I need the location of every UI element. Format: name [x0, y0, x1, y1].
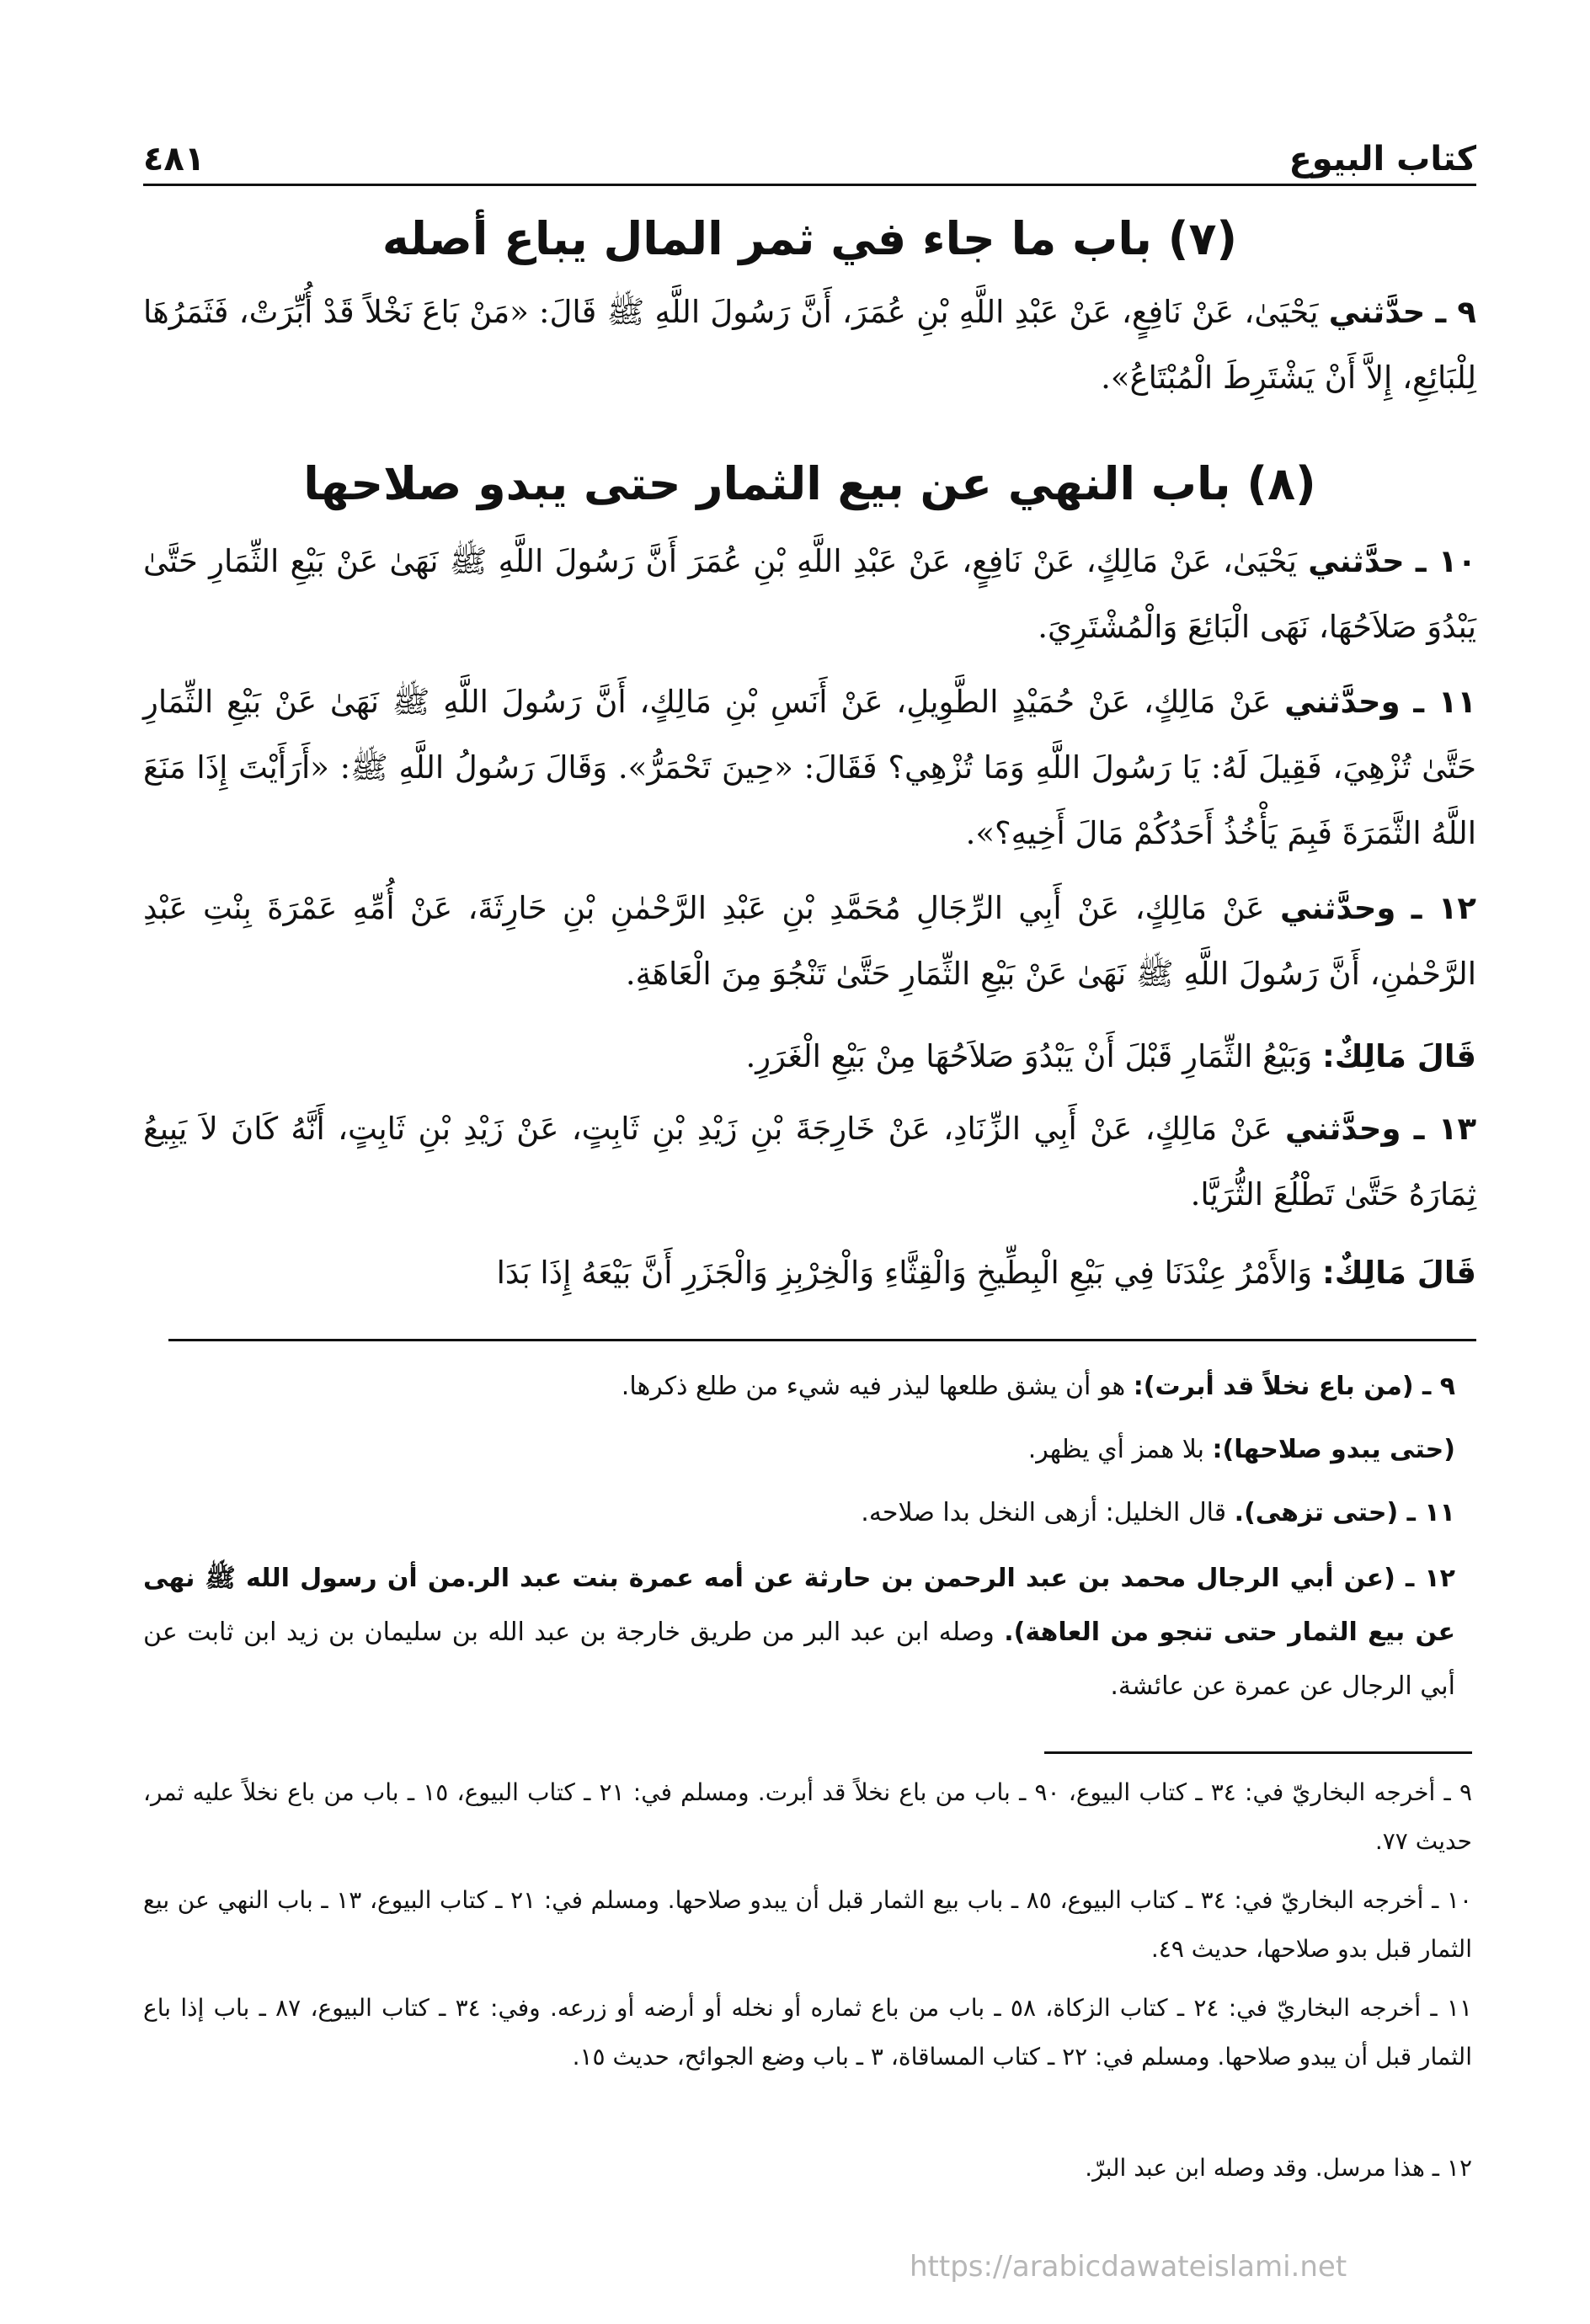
footnote-11: ١١ ـ أخرجه البخاريّ في: ٢٤ ـ كتاب الزكاة، ٥٨ ـ باب من باع ثماره أو نخله أو أرضه أو زرعه. وفي: ٣٤ ـ كتاب البيوع، ٨٧ ـ باب إذا باع الثمار قبل أن يبدو صلاحها. ومسلم في: ٢٢ ـ كتاب المساقاة، ٣ ـ باب وضع الجوائح، حديث ١٥. [143, 1994, 1472, 2071]
hadith-number: ٩ ـ [1435, 294, 1477, 330]
note-text: بلا همز أي يظهر. [1027, 1435, 1204, 1464]
page-number: ٤٨١ [143, 140, 205, 179]
hadith-text: يَحْيَىٰ، عَنْ نَافِعٍ، عَنْ عَبْدِ اللَّهِ بْنِ عُمَرَ، أَنَّ رَسُولَ اللَّهِ ﷺ قَالَ: «مَنْ بَاعَ نَخْلاً قَدْ أُبِّرَتْ، فَثَمَرُهَا لِلْبَائِعِ، إِلاَّ أَنْ يَشْتَرِطَ الْمُبْتَاعُ». [143, 294, 1476, 396]
hadith-11 [143, 669, 1476, 866]
hadith-12 [143, 876, 1476, 1007]
hadith-lead: وحدَّثني [1285, 1111, 1401, 1147]
hadith-lead: وحدَّثني [1284, 684, 1401, 720]
footnotes-divider [1044, 1751, 1472, 1754]
note-term: ١٢ ـ (عن أبي الرجال محمد بن عبد الرحمن بن حارثة عن أمه عمرة بنت عبد الر.من أن رسول الله ﷺ نهى عن بيع الثمار حتى تنجو من العاهة). [143, 1564, 1455, 1647]
footnote-9: ٩ ـ أخرجه البخاريّ في: ٣٤ ـ كتاب البيوع، ٩٠ ـ باب من باع نخلاً قد أبرت. ومسلم في: ٢١ ـ كتاب البيوع، ١٥ ـ باب من باع نخلاً عليه ثمر، حديث ٧٧. [143, 1778, 1472, 1855]
hadith-9 [143, 280, 1476, 411]
watermark-url: https://arabicdawateislami.net [910, 2250, 1347, 2284]
statement-text: وَبَيْعُ الثِّمَارِ قَبْلَ أَنْ يَبْدُوَ صَلاَحُهَا مِنْ بَيْعِ الْغَرَرِ. [745, 1038, 1313, 1074]
hadith-text: عَنْ مَالِكٍ، عَنْ أَبِي الرِّجَالِ مُحَمَّدِ بْنِ عَبْدِ الرَّحْمٰنِ بْنِ حَارِثَةَ، عَنْ أُمِّهِ عَمْرَةَ بِنْتِ عَبْدِ الرَّحْمٰنِ، أَنَّ رَسُولَ اللَّهِ ﷺ نَهَىٰ عَنْ بَيْعِ الثِّمَارِ حَتَّىٰ تَنْجُوَ مِنَ الْعَاهَةِ. [143, 890, 1476, 992]
note-text: هو أن يشق طلعها ليذر فيه شيء من طلع ذكرها. [621, 1372, 1126, 1401]
note-term: (حتى يبدو صلاحها): [1212, 1435, 1455, 1464]
page-header [143, 126, 1476, 186]
statement-lead: قَالَ مَالِكٌ: [1321, 1255, 1476, 1291]
footnote-10: ١٠ ـ أخرجه البخاريّ في: ٣٤ ـ كتاب البيوع، ٨٥ ـ باب بيع الثمار قبل أن يبدو صلاحها. ومسلم في: ٢١ ـ كتاب البيوع، ١٣ ـ باب النهي عن بيع الثمار قبل بدو صلاحها، حديث ٤٩. [143, 1886, 1472, 1963]
statement-text: وَالأَمْرُ عِنْدَنَا فِي بَيْعِ الْبِطِّيخِ وَالْقِثَّاءِ وَالْخِرْبِزِ وَالْجَزَرِ أَنَّ بَيْعَهُ إِذَا بَدَا [496, 1255, 1313, 1291]
hadith-number: ١٠ ـ [1415, 543, 1477, 579]
chapter-title-8: (٨) باب النهي عن بيع الثمار حتى يبدو صلاحها [303, 457, 1316, 510]
hadith-text: عَنْ مَالِكٍ، عَنْ أَبِي الزِّنَادِ، عَنْ خَارِجَةَ بْنِ زَيْدِ بْنِ ثَابِتٍ، عَنْ زَيْدِ بْنِ ثَابِتٍ، أَنَّهُ كَانَ لاَ يَبِيعُ ثِمَارَهُ حَتَّىٰ تَطْلُعَ الثُّرَيَّا. [143, 1111, 1476, 1213]
note-term: ٩ ـ (من باع نخلاً قد أبرت): [1133, 1372, 1455, 1401]
footnote-12: ١٢ ـ هذا مرسل. وقد وصله ابن عبد البرّ. [1085, 2154, 1472, 2182]
hadith-text: يَحْيَىٰ، عَنْ مَالِكٍ، عَنْ نَافِعٍ، عَنْ عَبْدِ اللَّهِ بْنِ عُمَرَ أَنَّ رَسُولَ اللَّهِ ﷺ نَهَىٰ عَنْ بَيْعِ الثِّمَارِ حَتَّىٰ يَبْدُوَ صَلاَحُهَا، نَهَى الْبَائِعَ وَالْمُشْتَرِيَ. [143, 543, 1476, 645]
hadith-13 [143, 1096, 1476, 1228]
malik-statement-1 [143, 1024, 1476, 1090]
note-9b [143, 1423, 1455, 1477]
statement-lead: قَالَ مَالِكٌ: [1321, 1038, 1476, 1074]
hadith-number: ١١ ـ [1413, 684, 1477, 720]
note-11 [143, 1486, 1455, 1540]
note-9 [143, 1360, 1455, 1414]
book-title: كتاب البيوع [1289, 140, 1476, 179]
note-text: قال الخليل: أزهى النخل بدا صلاحه. [861, 1498, 1227, 1527]
malik-statement-2 [143, 1240, 1476, 1306]
hadith-lead: حدَّثني [1328, 294, 1426, 330]
chapter-title-7: (٧) باب ما جاء في ثمر المال يباع أصله [381, 212, 1238, 265]
notes-divider [168, 1339, 1476, 1341]
hadith-10 [143, 529, 1476, 660]
hadith-lead: حدَّثني [1308, 543, 1405, 579]
hadith-lead: وحدَّثني [1279, 890, 1396, 926]
note-12 [143, 1552, 1455, 1714]
hadith-text: عَنْ مَالِكٍ، عَنْ حُمَيْدٍ الطَّوِيلِ، عَنْ أَنَسِ بْنِ مَالِكٍ، أَنَّ رَسُولَ اللَّهِ ﷺ نَهَىٰ عَنْ بَيْعِ الثِّمَارِ حَتَّىٰ تُزْهِيَ، فَقِيلَ لَهُ: يَا رَسُولَ اللَّهِ وَمَا تُزْهِي؟ فَقَالَ: «حِينَ تَحْمَرُّ». وَقَالَ رَسُولُ اللَّهِ ﷺ: «أَرَأَيْتَ إِذَا مَنَعَ اللَّهُ الثَّمَرَةَ فَبِمَ يَأْخُذُ أَحَدُكُمْ مَالَ أَخِيهِ؟». [143, 684, 1476, 851]
hadith-number: ١٣ ـ [1413, 1111, 1477, 1147]
note-text: وصله ابن عبد البر من طريق خارجة بن عبد الله بن سليمان بن زيد ابن ثابت عن أبي الرجال عن عمرة عن عائشة. [143, 1618, 1455, 1701]
note-term: ١١ ـ (حتى تزهى). [1234, 1498, 1455, 1527]
hadith-number: ١٢ ـ [1411, 890, 1477, 926]
